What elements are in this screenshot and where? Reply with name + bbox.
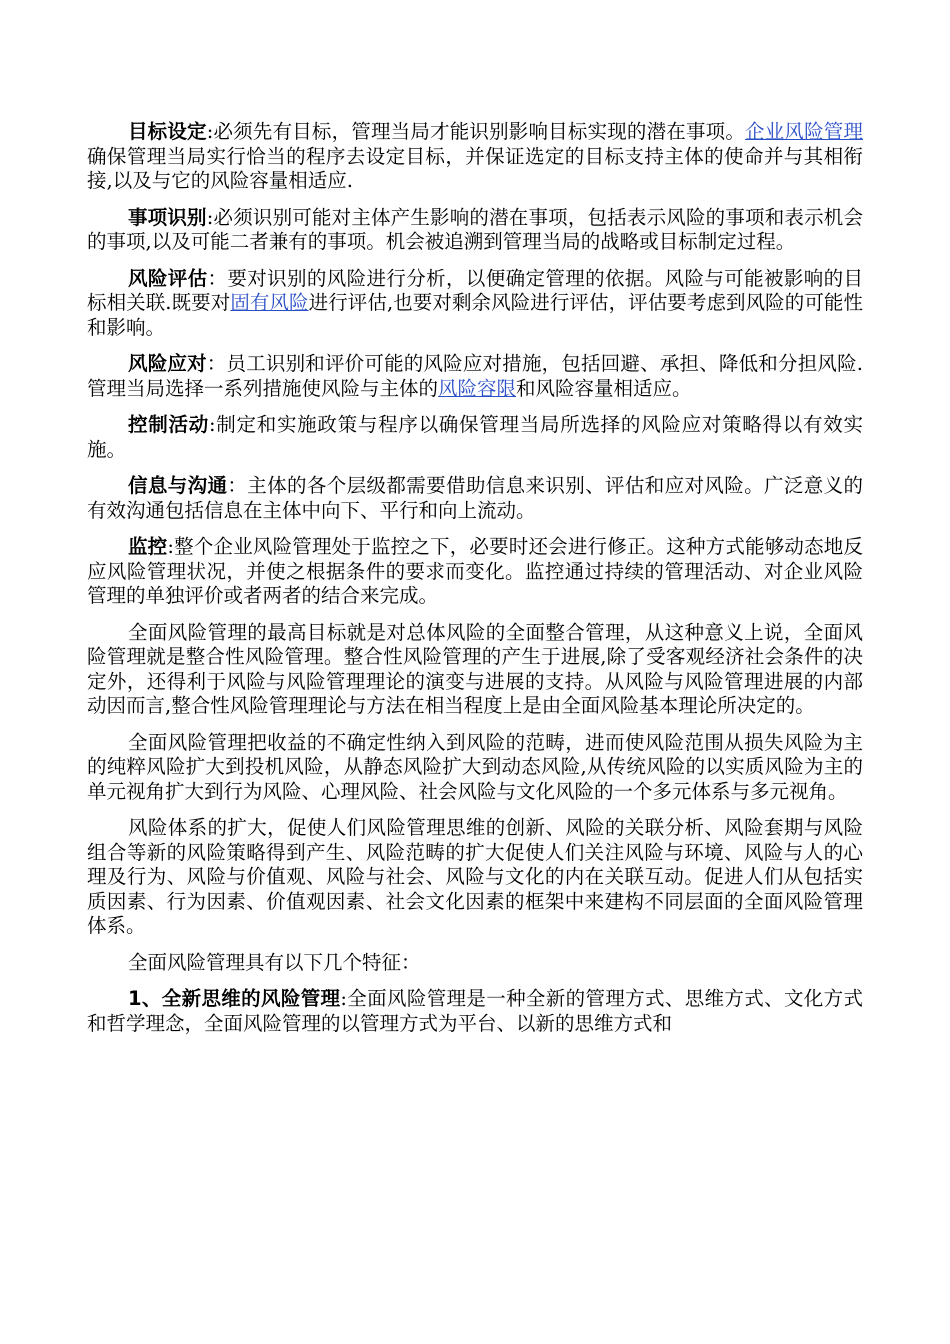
- paragraph-term: 事项识别: [128, 205, 207, 229]
- paragraph-text: 风险体系的扩大，促使人们风险管理思维的创新、风险的关联分析、风险套期与风险组合等新的风险策略得到产生、风险范畴的扩大促使人们关注风险与环境、风险与人的心理及行为、风险与价值观、风险与社会、风险与文化的内在关联互动。促进人们从包括实质因素、行为因素、价值观因素、社会文化因素的框架中来建构不同层面的全面风险管理体系。: [87, 816, 863, 937]
- paragraph: [87, 535, 863, 609]
- paragraph: [87, 474, 863, 523]
- paragraph: [87, 731, 863, 805]
- paragraph-text: :必须识别可能对主体产生影响的潜在事项，包括表示风险的事项和表示机会的事项,以及可能二者兼有的事项。机会被追溯到管理当局的战略或目标制定过程。: [87, 205, 863, 253]
- paragraph-text: 全面风险管理把收益的不确定性纳入到风险的范畴，进而使风险范围从损失风险为主的纯粹风险扩大到投机风险，从静态风险扩大到动态风险,从传统风险的以实质风险为主的单元视角扩大到行为风险、心理风险、社会风险与文化风险的一个多元体系与多元视角。: [87, 730, 863, 803]
- paragraph-term: 目标设定: [128, 120, 207, 143]
- paragraph: [87, 816, 863, 939]
- paragraph-text: :整个企业风险管理处于监控之下，必要时还会进行修正。这种方式能够动态地反应风险管理状况，并使之根据条件的要求而变化。监控通过持续的管理活动、对企业风险管理的单独评价或者两者的结合来完成。: [87, 535, 863, 607]
- document-body: [87, 120, 863, 1048]
- paragraph-text: :全面风险管理是一种全新的管理方式、思维方式、文化方式和哲学理念，全面风险管理的以管理方式为平台、以新的思维方式和: [87, 987, 863, 1035]
- paragraph-text: :制定和实施政策与程序以确保管理当局所选择的风险应对策略得以有效实施。: [87, 413, 863, 461]
- paragraph-text: ：员工识别和评价可能的风险应对措施，包括回避、承担、降低和分担风险.管理当局选择一系列措施使风险与主体的: [87, 352, 863, 400]
- paragraph-text: 确保管理当局实行恰当的程序去设定目标，并保证选定的目标支持主体的使命并与其相衔接,以及与它的风险容量相适应.: [87, 144, 863, 192]
- hyperlink[interactable]: 企业风险管理: [745, 120, 863, 143]
- paragraph: [87, 413, 863, 462]
- paragraph-text: ：要对识别的风险进行分析，以便确定管理的依据。风险与可能被影响的目标相关联.既要对: [87, 266, 863, 314]
- paragraph-text: 全面风险管理的最高目标就是对总体风险的全面整合管理，从这种意义上说，全面风险管理就是整合性风险管理。整合性风险管理的产生于进展,除了受客观经济社会条件的决定外，还得利于风险与风险管理理论的演变与进展的支持。从风险与风险管理进展的内部动因而言,整合性风险管理理论与方法在相当程度上是由全面风险基本理论所决定的。: [87, 620, 863, 717]
- paragraph: [87, 120, 863, 194]
- paragraph-text: 全面风险管理具有以下几个特征：: [128, 950, 421, 974]
- paragraph-term: 监控: [128, 535, 168, 558]
- hyperlink[interactable]: 固有风险: [230, 291, 309, 314]
- paragraph-text: :必须先有目标，管理当局才能识别影响目标实现的潜在事项。: [206, 120, 746, 143]
- hyperlink[interactable]: 风险容限: [438, 376, 517, 400]
- paragraph-term: 1、全新思维的风险管理: [128, 987, 341, 1010]
- paragraph: [87, 352, 863, 401]
- paragraph: [87, 206, 863, 255]
- paragraph-term: 控制活动: [128, 413, 209, 436]
- paragraph-text: 和风险容量相适应。: [516, 376, 692, 400]
- paragraph: [87, 987, 863, 1036]
- paragraph-term: 风险应对: [128, 352, 207, 375]
- paragraph-text: ：主体的各个层级都需要借助信息来识别、评估和应对风险。广泛意义的有效沟通包括信息在主体中向下、平行和向上流动。: [87, 474, 863, 522]
- paragraph-term: 信息与沟通: [128, 474, 228, 497]
- paragraph: [87, 951, 863, 976]
- paragraph: [87, 621, 863, 719]
- paragraph-text: 进行评估,也要对剩余风险进行评估，评估要考虑到风险的可能性和影响。: [87, 291, 863, 339]
- paragraph-term: 风险评估: [128, 266, 208, 290]
- paragraph: [87, 267, 863, 341]
